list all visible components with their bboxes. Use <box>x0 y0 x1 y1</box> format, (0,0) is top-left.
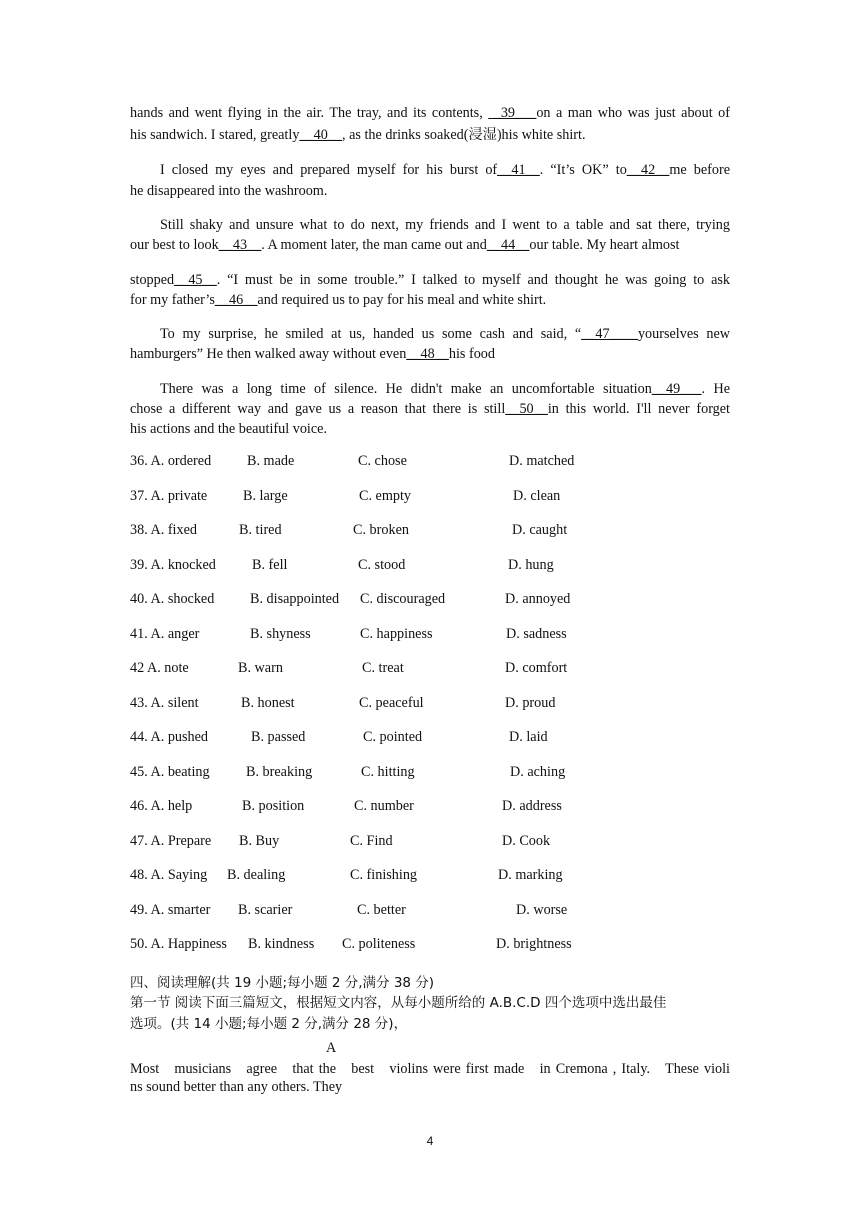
option-b: B. large <box>243 488 288 504</box>
text: our best to look <box>130 237 219 253</box>
option-c: C. broken <box>353 522 409 538</box>
option-row-38 <box>130 522 730 542</box>
option-b: B. shyness <box>250 626 311 642</box>
text: . He <box>701 381 731 397</box>
option-a: 36. A. ordered <box>130 453 212 469</box>
option-b: B. passed <box>251 729 306 745</box>
option-b: B. scarier <box>238 902 293 918</box>
text: his food <box>448 346 495 362</box>
option-row-42 <box>130 660 730 680</box>
blank-49: __49___ <box>651 381 702 397</box>
option-b: B. tired <box>239 522 282 538</box>
option-row-43 <box>130 695 730 715</box>
option-d: D. hung <box>508 557 554 573</box>
option-a: 48. A. Saying <box>130 867 208 883</box>
blank-45: __45__ <box>174 272 217 288</box>
paragraph-3-line-1: Still shaky and unsure what to do next, my friends and I went to a table and sat there, trying <box>160 217 730 233</box>
option-a: 39. A. knocked <box>130 557 216 573</box>
option-a: 41. A. anger <box>130 626 200 642</box>
option-c: C. finishing <box>350 867 418 883</box>
option-d: D. sadness <box>506 626 567 642</box>
text: There was a long time of silence. He didn't make an uncomfortable situation <box>160 381 652 397</box>
option-d: D. caught <box>512 522 568 538</box>
blank-48: __48__ <box>406 346 449 362</box>
option-a: 44. A. pushed <box>130 729 209 745</box>
option-a: 50. A. Happiness <box>130 936 227 952</box>
blank-44: __44__ <box>486 237 530 253</box>
blank-43: __43__ <box>218 237 262 253</box>
option-c: C. number <box>354 798 414 814</box>
blank-46: __46__ <box>214 292 258 308</box>
text: hamburgers” He then walked away without even <box>130 346 407 362</box>
text: and required us to pay for his meal and white shirt. <box>257 292 547 308</box>
paragraph-2-line-2: he disappeared into the washroom. <box>130 183 328 199</box>
option-b: B. fell <box>252 557 288 573</box>
section-4-instruction-line-1: 第一节 阅读下面三篇短文，根据短文内容，从每小题所给的 A.B.C.D 四个选项中选出最佳 <box>130 995 667 1011</box>
option-row-40 <box>130 591 730 611</box>
option-c: C. chose <box>358 453 407 469</box>
paragraph-2-line-1 <box>160 160 730 180</box>
option-row-46 <box>130 798 730 818</box>
option-d: D. proud <box>505 695 556 711</box>
section-4-instruction-line-2: 选项。(共 14 小题;每小题 2 分,满分 28 分)， <box>130 1016 408 1032</box>
blank-50: __50__ <box>505 401 548 417</box>
option-a: 43. A. silent <box>130 695 199 711</box>
page-number: 4 <box>426 1134 434 1148</box>
passage-label: A <box>326 1040 337 1056</box>
option-c: C. empty <box>359 488 412 504</box>
option-d: D. clean <box>513 488 561 504</box>
text: in this world. I'll never forget <box>547 401 730 417</box>
option-d: D. worse <box>516 902 568 918</box>
option-b: B. kindness <box>248 936 315 952</box>
option-d: D. annoyed <box>505 591 571 607</box>
text: To my surprise, he smiled at us, handed us some cash and said, “ <box>160 326 582 342</box>
option-c: C. hitting <box>361 764 415 780</box>
option-d: D. comfort <box>505 660 568 676</box>
option-c: C. better <box>357 902 406 918</box>
reading-passage-line-2: ns sound better than any others. They <box>130 1079 343 1095</box>
blank-42: __42__ <box>626 162 670 178</box>
option-row-47 <box>130 833 730 853</box>
option-a: 42 A. note <box>130 660 189 676</box>
paragraph-3-line-3 <box>130 270 730 290</box>
option-c: C. politeness <box>342 936 416 952</box>
option-c: C. discouraged <box>360 591 446 607</box>
option-a: 40. A. shocked <box>130 591 215 607</box>
blank-39: _39___ <box>488 105 537 121</box>
option-b: B. disappointed <box>250 591 340 607</box>
paragraph-5-line-3: his actions and the beautiful voice. <box>130 421 327 437</box>
text: . “It’s OK” to <box>539 162 627 178</box>
option-d: D. matched <box>509 453 575 469</box>
text: his sandwich. I stared, greatly <box>130 127 300 143</box>
option-a: 38. A. fixed <box>130 522 197 538</box>
option-row-49 <box>130 902 730 922</box>
option-a: 47. A. Prepare <box>130 833 212 849</box>
option-row-48 <box>130 867 730 887</box>
blank-40: __40__ <box>299 127 342 143</box>
reading-passage-line-1: Most musicians agree that the best violins were first made in Cremona , Italy. These violi <box>130 1061 730 1077</box>
option-row-36 <box>130 453 730 473</box>
option-a: 45. A. beating <box>130 764 210 780</box>
text: . A moment later, the man came out and <box>261 237 487 253</box>
option-row-45 <box>130 764 730 784</box>
option-d: D. marking <box>498 867 563 883</box>
option-d: D. brightness <box>496 936 572 952</box>
option-c: C. stood <box>358 557 406 573</box>
option-b: B. breaking <box>246 764 313 780</box>
option-d: D. address <box>502 798 562 814</box>
text: our table. My heart almost <box>529 237 680 253</box>
text: on a man who was just about of <box>536 105 730 121</box>
option-c: C. happiness <box>360 626 433 642</box>
paragraph-4-line-2 <box>130 344 730 364</box>
option-row-41 <box>130 626 730 646</box>
paragraph-1-line-1 <box>130 103 730 123</box>
option-d: D. Cook <box>502 833 551 849</box>
option-c: C. Find <box>350 833 393 849</box>
option-row-44 <box>130 729 730 749</box>
option-b: B. Buy <box>239 833 280 849</box>
paragraph-5-line-1 <box>160 379 730 399</box>
paragraph-1-line-2 <box>130 125 730 145</box>
option-b: B. honest <box>241 695 295 711</box>
option-row-39 <box>130 557 730 577</box>
option-row-50 <box>130 936 730 956</box>
option-b: B. dealing <box>227 867 286 883</box>
text: I closed my eyes and prepared myself for his burst of <box>160 162 498 178</box>
text: , as the drinks soaked(浸湿)his white shirt. <box>341 127 586 143</box>
option-c: C. pointed <box>363 729 423 745</box>
option-c: C. peaceful <box>359 695 424 711</box>
paragraph-5-line-2 <box>130 399 730 419</box>
paragraph-4-line-1 <box>160 324 730 344</box>
blank-47: __47____ <box>581 326 638 342</box>
option-d: D. aching <box>510 764 566 780</box>
text: . “I must be in some trouble.” I talked to myself and thought he was going to ask <box>216 272 730 288</box>
paragraph-3-line-2 <box>130 235 730 255</box>
text: yourselves new <box>637 326 730 342</box>
section-4-heading: 四、阅读理解(共 19 小题;每小题 2 分,满分 38 分) <box>130 975 435 991</box>
text: for my father’s <box>130 292 215 308</box>
option-b: B. warn <box>238 660 283 676</box>
text: hands and went flying in the air. The tray, and its contents, <box>130 105 489 121</box>
option-a: 46. A. help <box>130 798 193 814</box>
option-a: 37. A. private <box>130 488 208 504</box>
text: stopped <box>130 272 175 288</box>
blank-41: __41__ <box>497 162 540 178</box>
option-a: 49. A. smarter <box>130 902 211 918</box>
text: me before <box>669 162 731 178</box>
option-row-37 <box>130 488 730 508</box>
option-b: B. position <box>242 798 305 814</box>
option-d: D. laid <box>509 729 548 745</box>
option-b: B. made <box>247 453 295 469</box>
paragraph-3-line-4 <box>130 290 730 310</box>
text: chose a different way and gave us a reason that there is still <box>130 401 506 417</box>
option-c: C. treat <box>362 660 404 676</box>
